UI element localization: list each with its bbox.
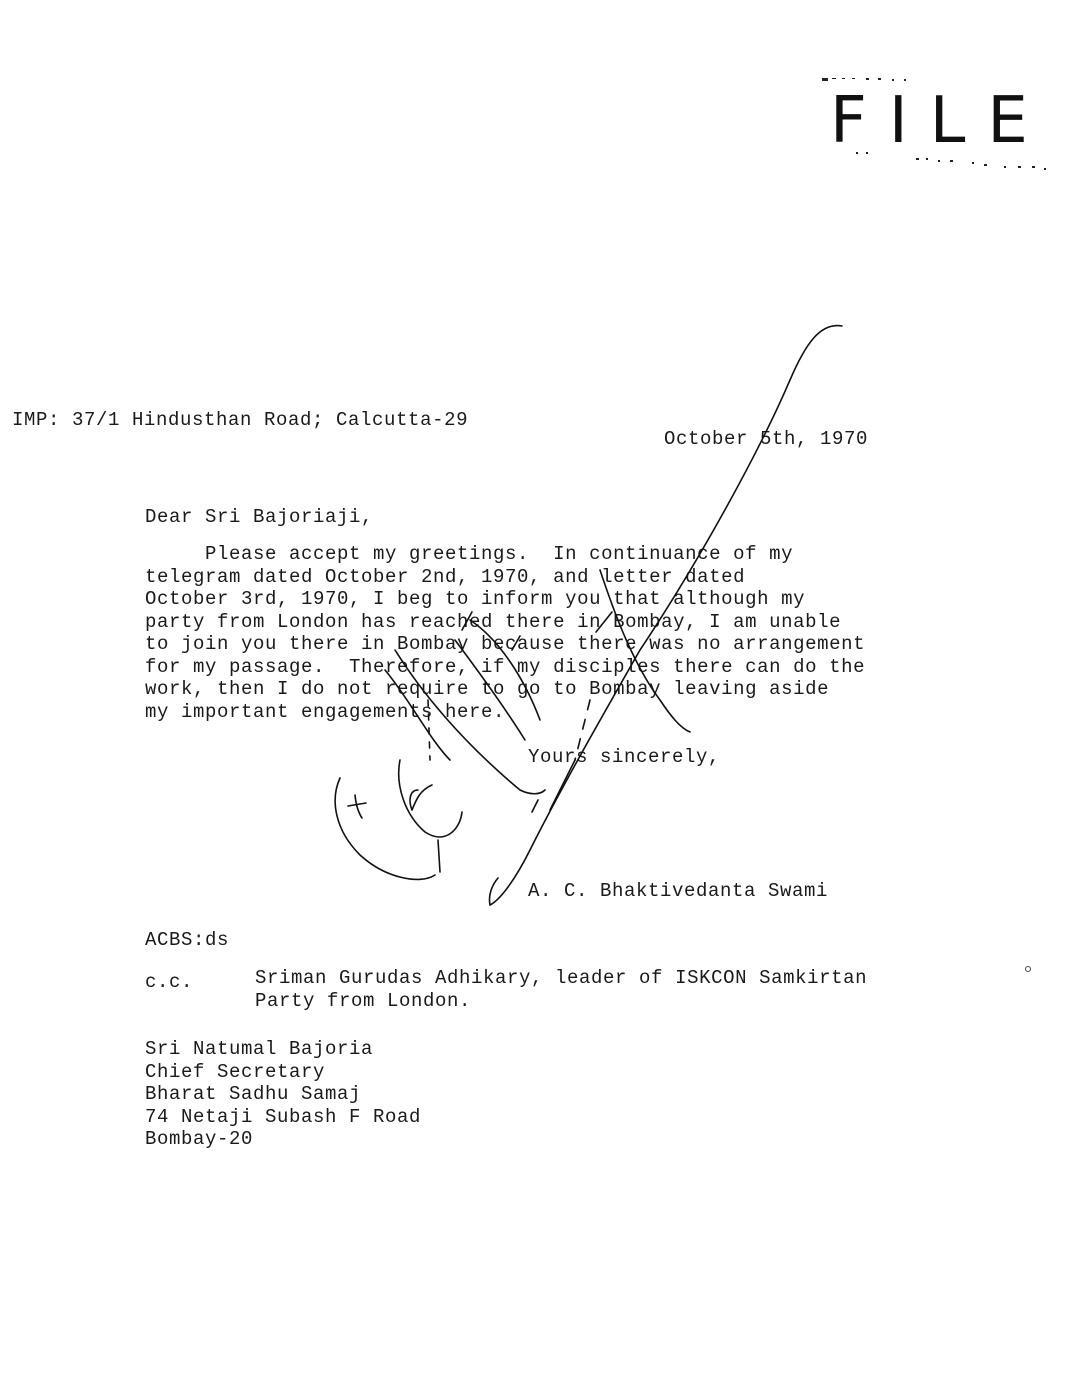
body-line: party from London has reached there in Bombay, I am unable [145, 610, 842, 633]
file-stamp [822, 78, 1054, 168]
signature-name: A. C. Bhaktivedanta Swami [528, 880, 829, 902]
body-line: my important engagements here. [145, 700, 506, 723]
letter-body [145, 543, 865, 723]
body-line: telegram dated October 2nd, 1970, and letter dated [145, 565, 746, 588]
addressee-line: Bombay-20 [145, 1128, 254, 1150]
cc-line: Party from London. [255, 990, 472, 1012]
closing: Yours sincerely, [528, 746, 721, 768]
body-line: work, then I do not require to go to Bombay leaving aside [145, 678, 830, 700]
body-line: Please accept my greetings. In continuance of my [145, 543, 794, 565]
addressee-line: Chief Secretary [145, 1060, 326, 1083]
addressee-block [145, 1038, 421, 1151]
letter-date: October 5th, 1970 [664, 428, 869, 450]
addressee-line: Sri Natumal Bajoria [145, 1038, 374, 1060]
stamp-text: FILE [830, 84, 1050, 158]
reference-initials: ACBS:ds [145, 929, 230, 951]
body-line: October 3rd, 1970, I beg to inform you that although my [145, 588, 806, 610]
return-address: IMP: 37/1 Hindusthan Road; Calcutta-29 [12, 409, 469, 431]
cc-line: Sriman Gurudas Adhikary, leader of ISKCON Samkirtan [255, 967, 868, 989]
addressee-line: 74 Netaji Subash F Road [145, 1105, 422, 1128]
ink-speck [1025, 966, 1031, 972]
cc-label: c.c. [145, 971, 194, 993]
body-line: for my passage. Therefore, if my disciples there can do the [145, 655, 866, 678]
addressee-line: Bharat Sadhu Samaj [145, 1083, 362, 1105]
cc-recipient [255, 967, 867, 1013]
body-line: to join you there in Bombay because there was no arrangement [145, 633, 866, 655]
salutation: Dear Sri Bajoriaji, [145, 506, 374, 528]
